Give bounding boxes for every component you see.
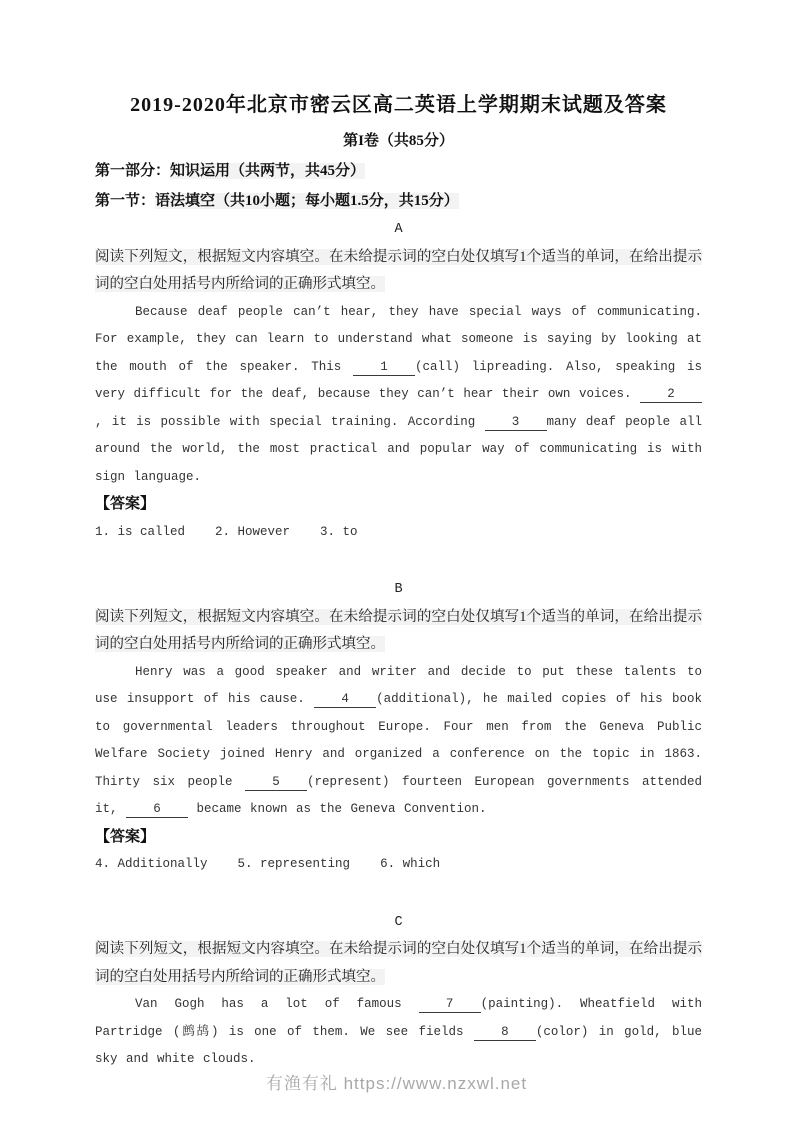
answer-item: 1. is called xyxy=(95,524,186,539)
section-label: C xyxy=(394,914,403,930)
answers-heading: 【答案】 xyxy=(95,496,156,512)
part-heading-rest: 知识运用（共两节，共45分） xyxy=(170,163,366,179)
section-instruction-text: 阅读下列短文，根据短文内容填空。在未给提示词的空白处仅填写1个适当的单词，在给出提示词的空白处用括号内所给词的正确形式填空。 xyxy=(95,608,702,652)
blank-underline: 4 xyxy=(314,692,376,708)
blank-underline: 6 xyxy=(126,802,188,818)
answers-line xyxy=(95,851,702,879)
answers-line xyxy=(95,519,702,547)
passage: Because deaf people can’t hear, they have special ways of communicating. For example, they can learn to understand what someone is saying by looking at the mouth of the speaker. This 1 (call) lipreading. Also, speaking is very difficult for the deaf, because they can’t hear their own voices. 2, it is possible with special training. According 3 many deaf people all around the world, the most practical and popular way of communicating is with sign language. xyxy=(95,304,703,484)
passage: Henry was a good speaker and writer and decide to put these talents to use insupport of his cause. 4 (additional), he mailed copies of his book to governmental leaders throughout Europe. Four men from the Geneva Public Welfare Society joined Henry and organized a conference on the topic in 1863. Thirty six people 5 (represent) fourteen European governments attended it, 6 became known as the Geneva Convention. xyxy=(95,664,702,816)
footer-watermark: 有渔有礼 https://www.nzxwl.net xyxy=(265,1074,528,1093)
blank-underline: 2 xyxy=(640,387,702,403)
passage: Van Gogh has a lot of famous 7 (painting). Wheatfield with Partridge (鹧鸪) is one of them. We see fields 8 (color) in gold, blue sky and white clouds. xyxy=(95,997,702,1066)
section-heading-rest: 语法填空（共10小题；每小题1.5分，共15分） xyxy=(155,193,459,209)
sections-container xyxy=(95,216,702,1074)
exam-section xyxy=(95,909,702,1074)
section-instruction xyxy=(95,244,702,299)
volume-heading: 第I卷（共85分） xyxy=(343,133,454,149)
part-heading-prefix: 第一部分： xyxy=(95,163,171,179)
answer-item: 6. which xyxy=(380,857,441,871)
blank-underline: 3 xyxy=(485,415,547,431)
answer-item: 2. However xyxy=(215,524,291,539)
section-instruction xyxy=(95,604,702,659)
answer-item: 5. representing xyxy=(237,857,351,871)
answer-item: 4. Additionally xyxy=(95,857,208,871)
part-heading xyxy=(95,156,702,186)
blank-underline: 5 xyxy=(245,775,307,791)
blank-underline: 8 xyxy=(474,1025,536,1041)
exam-section xyxy=(95,216,702,546)
section-instruction-text: 阅读下列短文，根据短文内容填空。在未给提示词的空白处仅填写1个适当的单词，在给出提示词的空白处用括号内所给词的正确形式填空。 xyxy=(95,248,702,292)
section-heading xyxy=(95,186,702,216)
answer-item: 3. to xyxy=(320,524,358,539)
section-instruction xyxy=(95,936,702,991)
section-instruction-text: 阅读下列短文，根据短文内容填空。在未给提示词的空白处仅填写1个适当的单词，在给出提示词的空白处用括号内所给词的正确形式填空。 xyxy=(95,941,702,985)
section-label: A xyxy=(394,222,403,237)
answers-heading: 【答案】 xyxy=(95,828,156,845)
section-heading-prefix: 第一节： xyxy=(95,193,156,209)
blank-underline: 7 xyxy=(419,997,481,1013)
page-title: 2019-2020年北京市密云区高二英语上学期期末试题及答案 xyxy=(130,94,667,116)
exam-section xyxy=(95,576,702,879)
section-label: B xyxy=(394,582,403,597)
blank-underline: 1 xyxy=(353,360,415,376)
